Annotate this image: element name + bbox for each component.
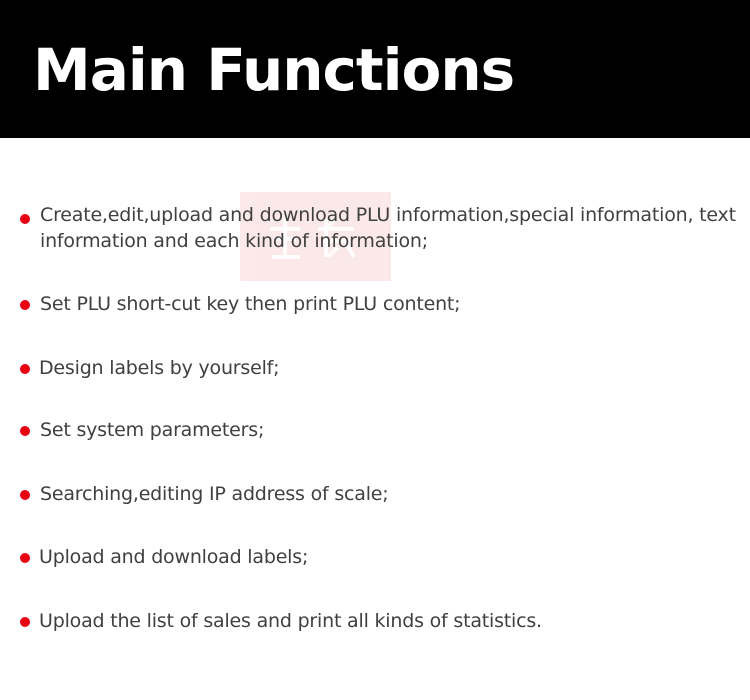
page-title: Main Functions <box>33 36 515 104</box>
list-item-text: Searching,editing IP address of scale; <box>40 483 389 505</box>
bullet-icon <box>20 214 30 224</box>
bullet-icon <box>20 364 30 374</box>
bullet-icon <box>20 490 30 500</box>
bullet-icon <box>20 617 30 627</box>
bullet-icon <box>20 426 30 436</box>
list-item-text: Create,edit,upload and download PLU information,special information, text information and each kind of information; <box>40 204 736 252</box>
header-bar <box>0 0 750 138</box>
bullet-icon <box>20 553 30 563</box>
list-item-text: Set system parameters; <box>40 419 265 441</box>
list-item-text: Design labels by yourself; <box>39 357 280 379</box>
list-item-text: Set PLU short-cut key then print PLU content; <box>40 293 461 315</box>
bullet-icon <box>20 300 30 310</box>
list-item-text: Upload the list of sales and print all kinds of statistics. <box>39 610 542 632</box>
list-item-text: Upload and download labels; <box>39 546 309 568</box>
